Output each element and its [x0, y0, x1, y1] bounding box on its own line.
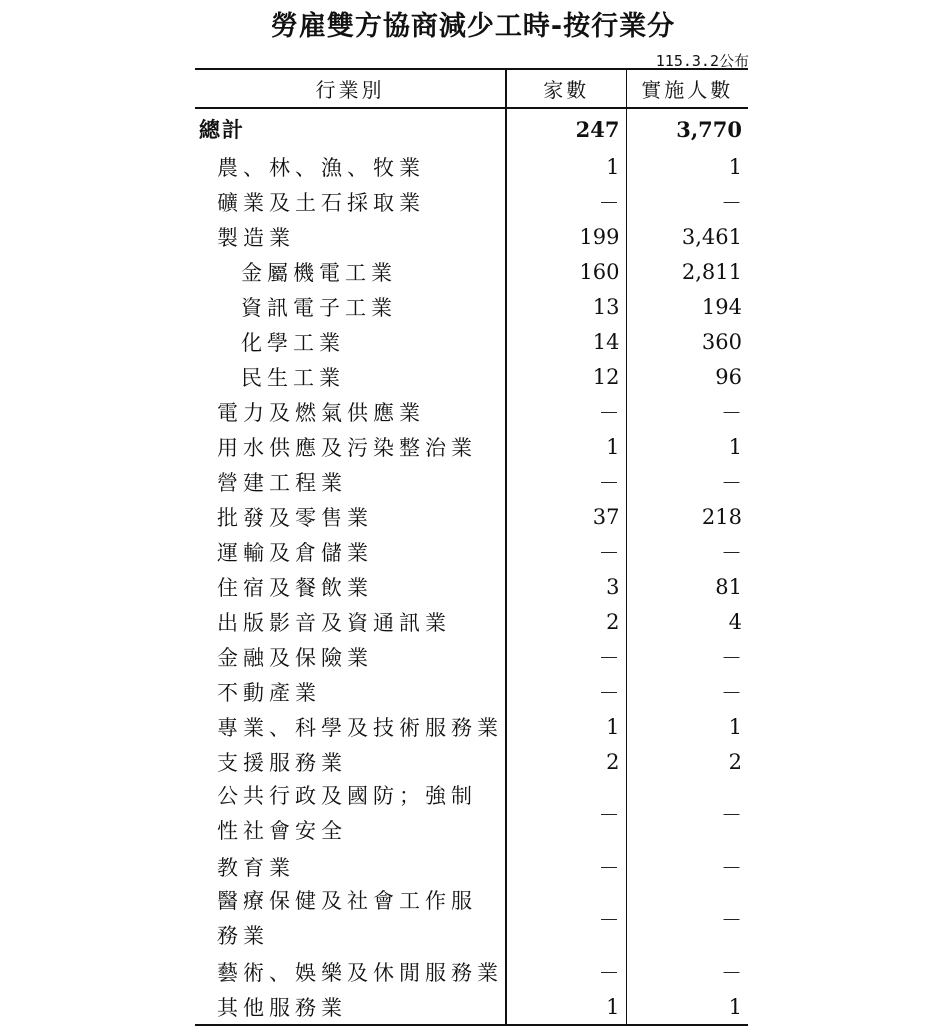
industry-name: 其他服務業 [195, 989, 506, 1025]
person-count: － [626, 534, 748, 569]
person-count: － [626, 394, 748, 429]
firm-count: 199 [506, 219, 626, 254]
industry-name: 教育業 [217, 855, 295, 880]
table-row [195, 254, 748, 289]
firm-count: 13 [506, 289, 626, 324]
firm-count: 2 [506, 744, 626, 779]
industry-name: 不動產業 [217, 680, 321, 705]
industry-name: 資訊電子工業 [241, 295, 397, 320]
table-row [195, 219, 748, 254]
person-count: 3,461 [626, 219, 748, 254]
firm-count: 12 [506, 359, 626, 394]
firm-count: 1 [506, 989, 626, 1025]
table-row [195, 604, 748, 639]
person-count: 1 [626, 429, 748, 464]
industry-table [195, 68, 748, 1026]
person-count: 3,770 [626, 108, 748, 149]
table-row [195, 884, 748, 954]
firm-count: 3 [506, 569, 626, 604]
firm-count: 14 [506, 324, 626, 359]
firm-count: － [506, 184, 626, 219]
firm-count: 247 [506, 108, 626, 149]
industry-name: 金融及保險業 [217, 645, 373, 670]
table-row [195, 324, 748, 359]
table-header-row [195, 69, 748, 108]
person-count: 2 [626, 744, 748, 779]
firm-count: 37 [506, 499, 626, 534]
person-count: 96 [626, 359, 748, 394]
person-count: 1 [626, 989, 748, 1025]
industry-name: 藝術、娛樂及休閒服務業 [217, 960, 503, 985]
firm-count: 1 [506, 149, 626, 184]
table-row [195, 359, 748, 394]
publish-date: 115.3.2公布 [655, 52, 749, 70]
industry-name: 出版影音及資通訊業 [217, 610, 451, 635]
industry-name: 公共行政及國防；強制性社會安全 [217, 784, 477, 843]
firm-count: － [506, 954, 626, 989]
table-row [195, 744, 748, 779]
industry-name: 營建工程業 [217, 470, 347, 495]
industry-name: 支援服務業 [217, 750, 347, 775]
table-row [195, 429, 748, 464]
firm-count: － [506, 464, 626, 499]
table-row [195, 709, 748, 744]
firm-count: 160 [506, 254, 626, 289]
industry-name: 民生工業 [241, 365, 345, 390]
person-count: 1 [626, 149, 748, 184]
firm-count: － [506, 779, 626, 849]
industry-name: 化學工業 [241, 330, 345, 355]
table-row [195, 534, 748, 569]
table-total-row [195, 108, 748, 149]
header-firms: 家數 [506, 69, 626, 108]
firm-count: － [506, 884, 626, 954]
industry-name: 專業、科學及技術服務業 [217, 715, 503, 740]
industry-name: 農、林、漁、牧業 [217, 155, 425, 180]
table-row [195, 849, 748, 884]
table-row [195, 394, 748, 429]
header-industry: 行業別 [195, 69, 506, 108]
industry-name: 住宿及餐飲業 [217, 575, 373, 600]
industry-name: 運輸及倉儲業 [217, 540, 373, 565]
firm-count: － [506, 849, 626, 884]
person-count: － [626, 639, 748, 674]
industry-name: 用水供應及污染整治業 [217, 435, 477, 460]
person-count: － [626, 954, 748, 989]
table-row [195, 289, 748, 324]
table-row [195, 954, 748, 989]
firm-count: － [506, 639, 626, 674]
industry-name: 醫療保健及社會工作服務業 [217, 889, 477, 948]
firm-count: － [506, 394, 626, 429]
industry-name: 金屬機電工業 [241, 260, 397, 285]
table-row [195, 639, 748, 674]
person-count: 360 [626, 324, 748, 359]
person-count: 218 [626, 499, 748, 534]
industry-name: 礦業及土石採取業 [217, 190, 425, 215]
industry-name: 總計 [199, 118, 245, 142]
firm-count: － [506, 534, 626, 569]
industry-name: 製造業 [217, 225, 295, 250]
person-count: 81 [626, 569, 748, 604]
person-count: － [626, 674, 748, 709]
table-row [195, 779, 748, 849]
person-count: 2,811 [626, 254, 748, 289]
person-count: 4 [626, 604, 748, 639]
header-persons: 實施人數 [626, 69, 748, 108]
firm-count: 1 [506, 709, 626, 744]
person-count: － [626, 849, 748, 884]
firm-count: － [506, 674, 626, 709]
person-count: － [626, 884, 748, 954]
table-row [195, 464, 748, 499]
industry-name: 電力及燃氣供應業 [217, 400, 425, 425]
table-row [195, 674, 748, 709]
table-row [195, 499, 748, 534]
industry-name: 批發及零售業 [217, 505, 373, 530]
table-row [195, 149, 748, 184]
firm-count: 1 [506, 429, 626, 464]
person-count: 1 [626, 709, 748, 744]
person-count: － [626, 464, 748, 499]
table-row [195, 184, 748, 219]
table-body [195, 108, 748, 1025]
page-title: 勞雇雙方協商減少工時-按行業分 [270, 11, 676, 42]
person-count: 194 [626, 289, 748, 324]
person-count: － [626, 779, 748, 849]
firm-count: 2 [506, 604, 626, 639]
person-count: － [626, 184, 748, 219]
table-row [195, 989, 748, 1025]
table-row [195, 569, 748, 604]
